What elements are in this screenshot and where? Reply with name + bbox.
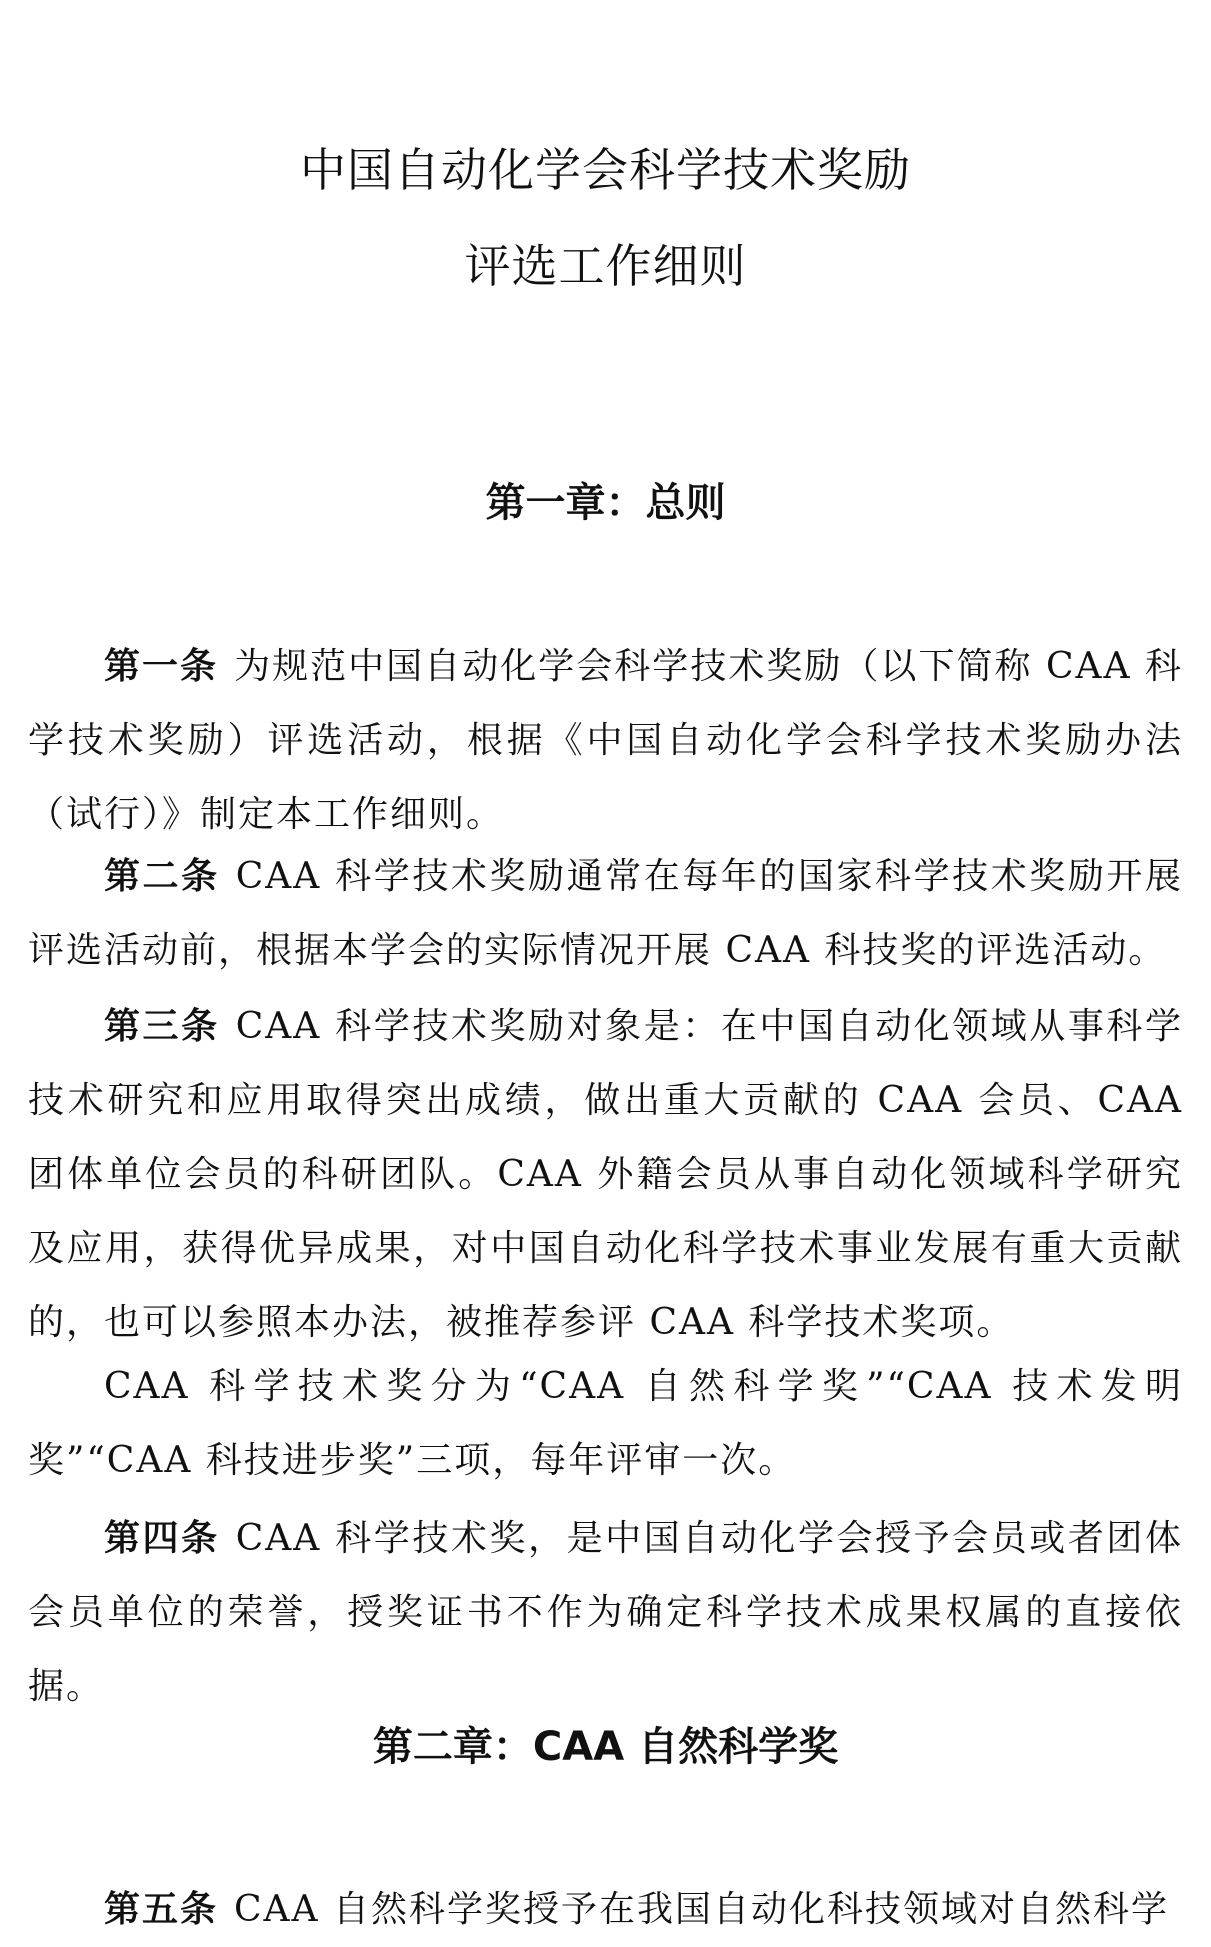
document-title-line-2: 评选工作细则 <box>464 239 747 293</box>
article-text: CAA 科学技术奖励对象是：在中国自动化领域从事科学技术研究和应用取得突出成绩，做出重大贡献的 CAA 会员、CAA 团体单位会员的科研团队。CAA 外籍会员从事自动化领域科学研究及应用，获得优异成果，对中国自动化科学技术事业发展有重大贡献的，也可以参照本办法，被推荐参评 CAA 科学技术奖项。 <box>28 1006 1183 1343</box>
article-1 <box>28 630 1183 852</box>
chapter-heading-2: 第二章：CAA 自然科学奖 <box>372 1724 839 1770</box>
article-label: 第三条 <box>104 1006 220 1047</box>
chapter-heading-1: 第一章：总则 <box>485 480 726 526</box>
article-text: CAA 科学技术奖，是中国自动化学会授予会员或者团体会员单位的荣誉，授奖证书不作为确定科学技术成果权属的直接依据。 <box>28 1518 1183 1707</box>
article-3-continued <box>28 1350 1183 1498</box>
article-4 <box>28 1502 1183 1724</box>
article-label: 第一条 <box>104 646 219 687</box>
article-text: CAA 科学技术奖分为“CAA 自然科学奖”“CAA 技术发明奖”“CAA 科技进步奖”三项，每年评审一次。 <box>28 1366 1183 1481</box>
article-3 <box>28 990 1183 1360</box>
article-text: CAA 自然科学奖授予在我国自动化科技领域对自然科学 <box>234 1889 1170 1930</box>
article-2 <box>28 840 1183 988</box>
article-label: 第二条 <box>104 856 220 897</box>
article-label: 第四条 <box>104 1518 220 1559</box>
article-label: 第五条 <box>104 1889 219 1930</box>
article-text: CAA 科学技术奖励通常在每年的国家科学技术奖励开展评选活动前，根据本学会的实际情况开展 CAA 科技奖的评选活动。 <box>28 856 1183 971</box>
article-5 <box>28 1873 1183 1947</box>
document-title-line-1: 中国自动化学会科学技术奖励 <box>300 143 911 197</box>
article-text: 为规范中国自动化学会科学技术奖励（以下简称 CAA 科学技术奖励）评选活动，根据《中国自动化学会科学技术奖励办法（试行）》制定本工作细则。 <box>28 646 1183 835</box>
